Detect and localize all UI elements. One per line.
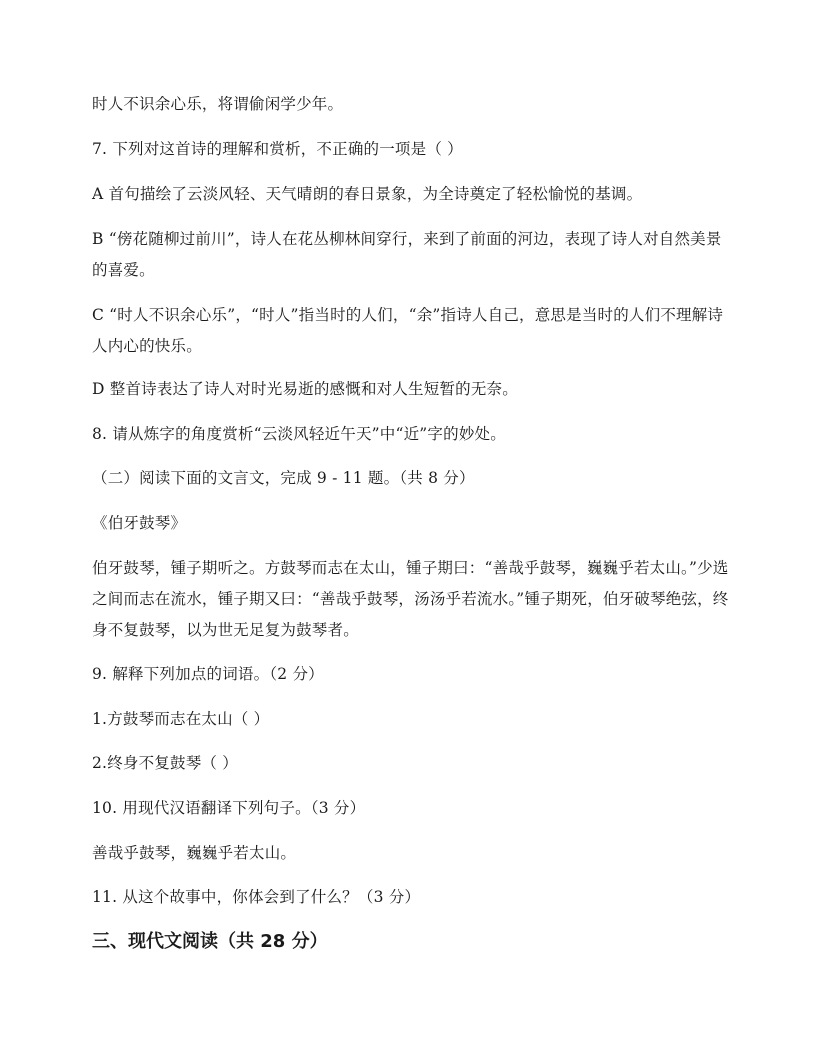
question-10-sentence: 善哉乎鼓琴，巍巍乎若太山。 xyxy=(92,844,297,862)
passage-title: 《伯牙鼓琴》 xyxy=(92,514,187,532)
poem-last-line: 时人不识余心乐，将谓偷闲学少年。 xyxy=(92,95,344,113)
option-d: D 整首诗表达了诗人对时光易逝的感慨和对人生短暂的无奈。 xyxy=(92,380,518,398)
option-a: A 首句描绘了云淡风轻、天气晴朗的春日景象，为全诗奠定了轻松愉悦的基调。 xyxy=(92,185,643,203)
section-2-intro: （二）阅读下面的文言文，完成 9 - 11 题。（共 8 分） xyxy=(92,469,475,487)
question-7: 7. 下列对这首诗的理解和赏析，不正确的一项是（ ） xyxy=(92,140,463,158)
question-9: 9. 解释下列加点的词语。（2 分） xyxy=(92,665,324,683)
option-c: C “时人不识余心乐”，“时人”指当时的人们，“余”指诗人自己，意思是当时的人们不理解诗人内心的快乐。 xyxy=(92,306,724,355)
question-9-item-2: 2.终身不复鼓琴（ ） xyxy=(92,754,238,772)
question-9-item-1: 1.方鼓琴而志在太山（ ） xyxy=(92,710,270,728)
option-b: B “傍花随柳过前川”，诗人在花丛柳林间穿行，来到了前面的河边，表现了诗人对自然美景的喜爱。 xyxy=(92,230,722,279)
question-10: 10. 用现代汉语翻译下列句子。（3 分） xyxy=(92,799,366,817)
question-11: 11. 从这个故事中，你体会到了什么？（3 分） xyxy=(92,888,421,906)
section-3-heading: 三、现代文阅读（共 28 分） xyxy=(92,931,328,952)
question-8: 8. 请从炼字的角度赏析“云淡风轻近午天”中“近”字的妙处。 xyxy=(92,425,506,443)
passage-body: 伯牙鼓琴，锺子期听之。方鼓琴而志在太山，锺子期曰：“善哉乎鼓琴，巍巍乎若太山。”少选之间而志在流水，锺子期又曰：“善哉乎鼓琴，汤汤乎若流水。”锺子期死，伯牙破琴绝弦，终身不复鼓琴，以为世无足复为鼓琴者。 xyxy=(92,559,729,639)
